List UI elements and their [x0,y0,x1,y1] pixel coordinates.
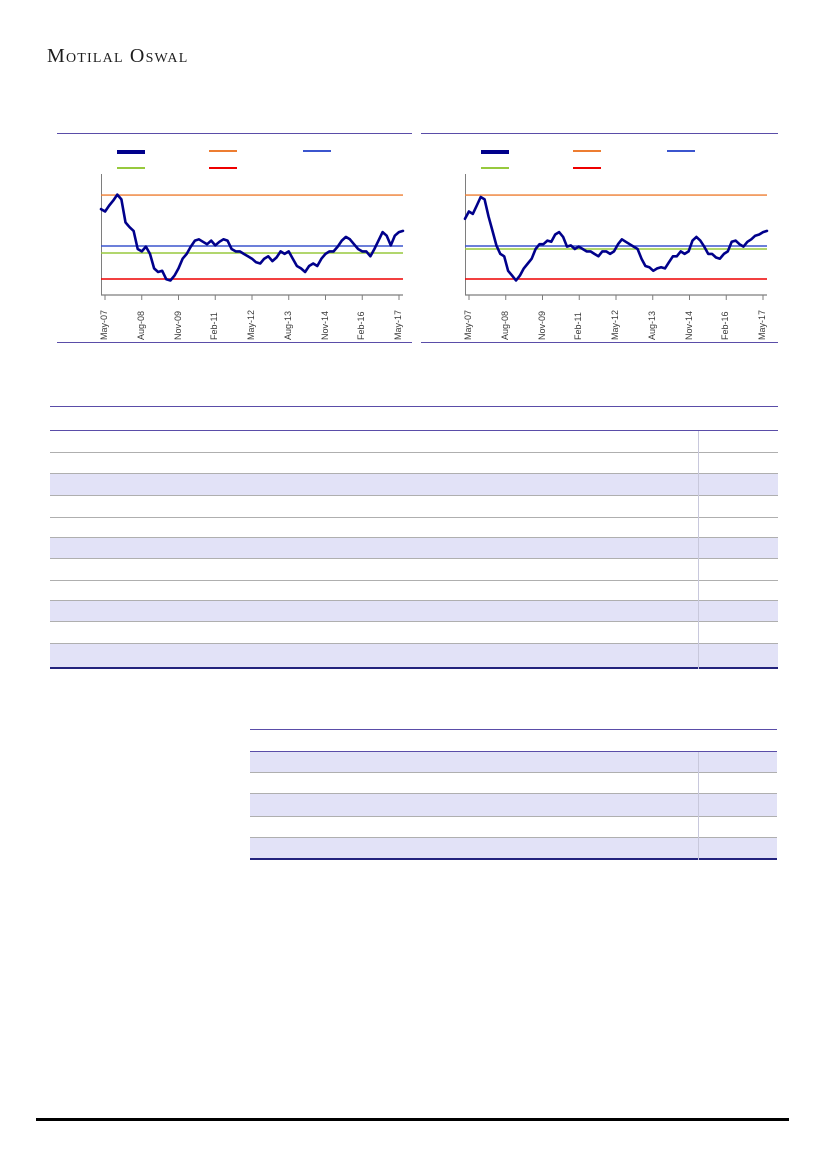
table-row [50,559,778,581]
x-axis-label: Nov-14 [683,310,694,340]
x-axis-label: Feb-11 [209,312,220,340]
band-line-legend-swatch [117,167,145,169]
table-row [50,431,778,453]
brand-logo: Motilal Oswal [47,45,189,67]
x-axis-label: Aug-13 [646,310,657,340]
x-axis-label: Aug-08 [499,310,510,340]
x-axis-label: May-17 [757,309,767,340]
max-line-legend-swatch [209,150,237,152]
x-axis-label: Nov-09 [172,310,183,340]
max-line-legend-swatch [573,150,601,152]
series-legend-swatch [481,150,509,154]
min-line-legend-swatch [573,167,601,169]
x-axis-label: Nov-14 [319,310,330,340]
table-row [50,474,778,496]
x-axis-label: May-07 [99,309,109,340]
x-axis-label: Feb-16 [356,311,367,340]
x-axis-label: May-12 [610,309,620,340]
table-row [50,518,778,538]
table-row [250,730,777,752]
x-axis-label: May-07 [463,309,473,340]
table-row [50,622,778,644]
avg-line-legend-swatch [303,150,331,152]
table-row [50,538,778,559]
series-legend-swatch [117,150,145,154]
band-line-legend-swatch [481,167,509,169]
data-table-1 [50,406,778,669]
table-row [50,644,778,669]
valuation-chart-right [421,133,778,343]
column-divider [698,752,699,860]
valuation-series [465,197,767,281]
x-axis-label: Aug-13 [282,310,293,340]
column-divider [698,431,699,669]
valuation-chart-left [57,133,412,343]
valuation-series [101,195,403,281]
x-axis-label: Nov-09 [536,310,547,340]
table-row [50,601,778,622]
avg-line-legend-swatch [667,150,695,152]
x-axis-label: Aug-08 [135,310,146,340]
table-row [50,581,778,601]
data-table-2 [250,729,777,860]
x-axis-label: May-12 [246,309,256,340]
x-axis-label: May-17 [393,309,403,340]
plot-area [101,174,403,301]
table-row [50,453,778,474]
min-line-legend-swatch [209,167,237,169]
table-row [50,407,778,431]
table-row [50,496,778,518]
footer-rule [36,1118,789,1121]
x-axis-label: Feb-16 [720,311,731,340]
plot-area [465,174,767,301]
x-axis-label: Feb-11 [573,312,584,340]
